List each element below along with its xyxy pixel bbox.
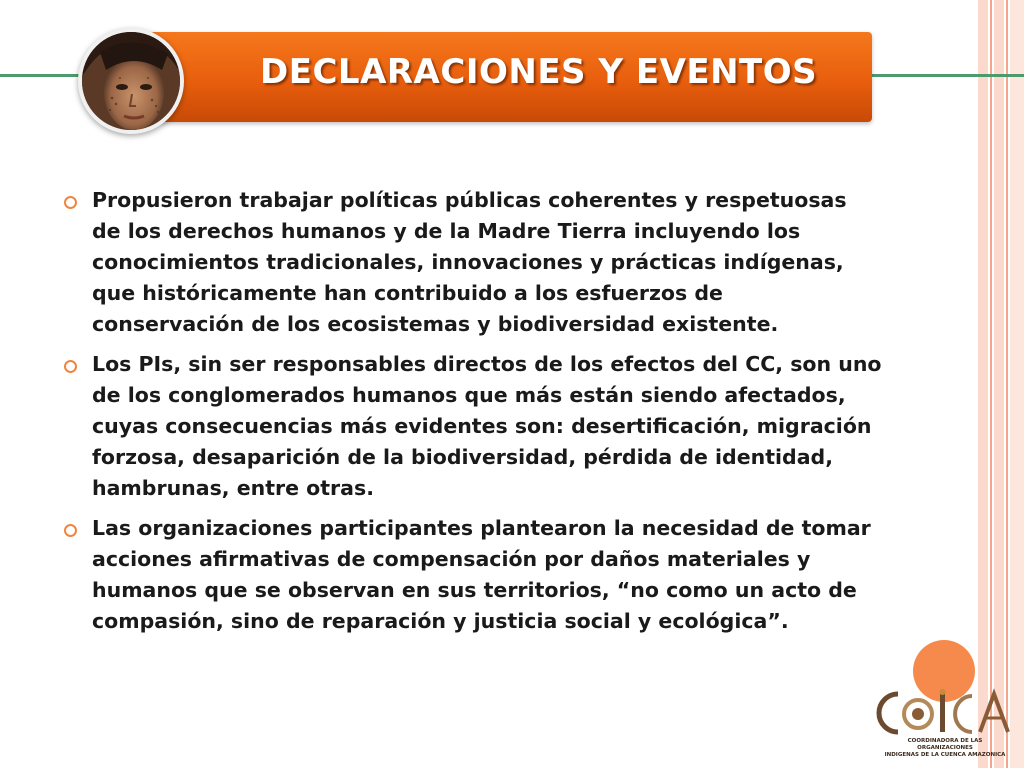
portrait-image [78,28,184,134]
slide-title: DECLARACIONES Y EVENTOS [260,52,818,92]
bullet-text: Las organizaciones participantes plantearon la necesidad de tomar acciones afirmativas de compensación por daños materiales y humanos que se observan en sus territorios, “no como un acto de compasión, sino de reparación y justicia social y ecológica”. [92,516,871,633]
logo-caption: COORDINADORA DE LAS ORGANIZACIONES INDIGENAS DE LA CUENCA AMAZONICA [884,738,1006,758]
list-item [62,349,882,504]
coica-logo-icon [876,688,1010,738]
bullet-circle-icon [64,196,77,209]
portrait-photo-icon [82,32,180,130]
bullet-text: Los PIs, sin ser responsables directos de los efectos del CC, son uno de los conglomerados humanos que más están siendo afectados, cuyas consecuencias más evidentes son: desertificación, migración forzosa, desaparición de la biodiversidad, pérdida de identidad, hambrunas, entre otras. [92,352,882,500]
bullet-circle-icon [64,360,77,373]
header-rule-left [0,74,90,77]
bullet-text: Propusieron trabajar políticas públicas coherentes y respetuosas de los derechos humanos y de la Madre Tierra incluyendo los conocimientos tradicionales, innovaciones y prácticas indígenas, que históricamente han contribuido a los esfuerzos de conservación de los ecosistemas y biodiversidad existente. [92,188,847,336]
list-item [62,513,882,637]
decorative-stripes [978,0,1024,768]
bullet-list [62,185,882,646]
list-item [62,185,882,340]
bullet-circle-icon [64,524,77,537]
header-rule-right [872,74,1024,77]
